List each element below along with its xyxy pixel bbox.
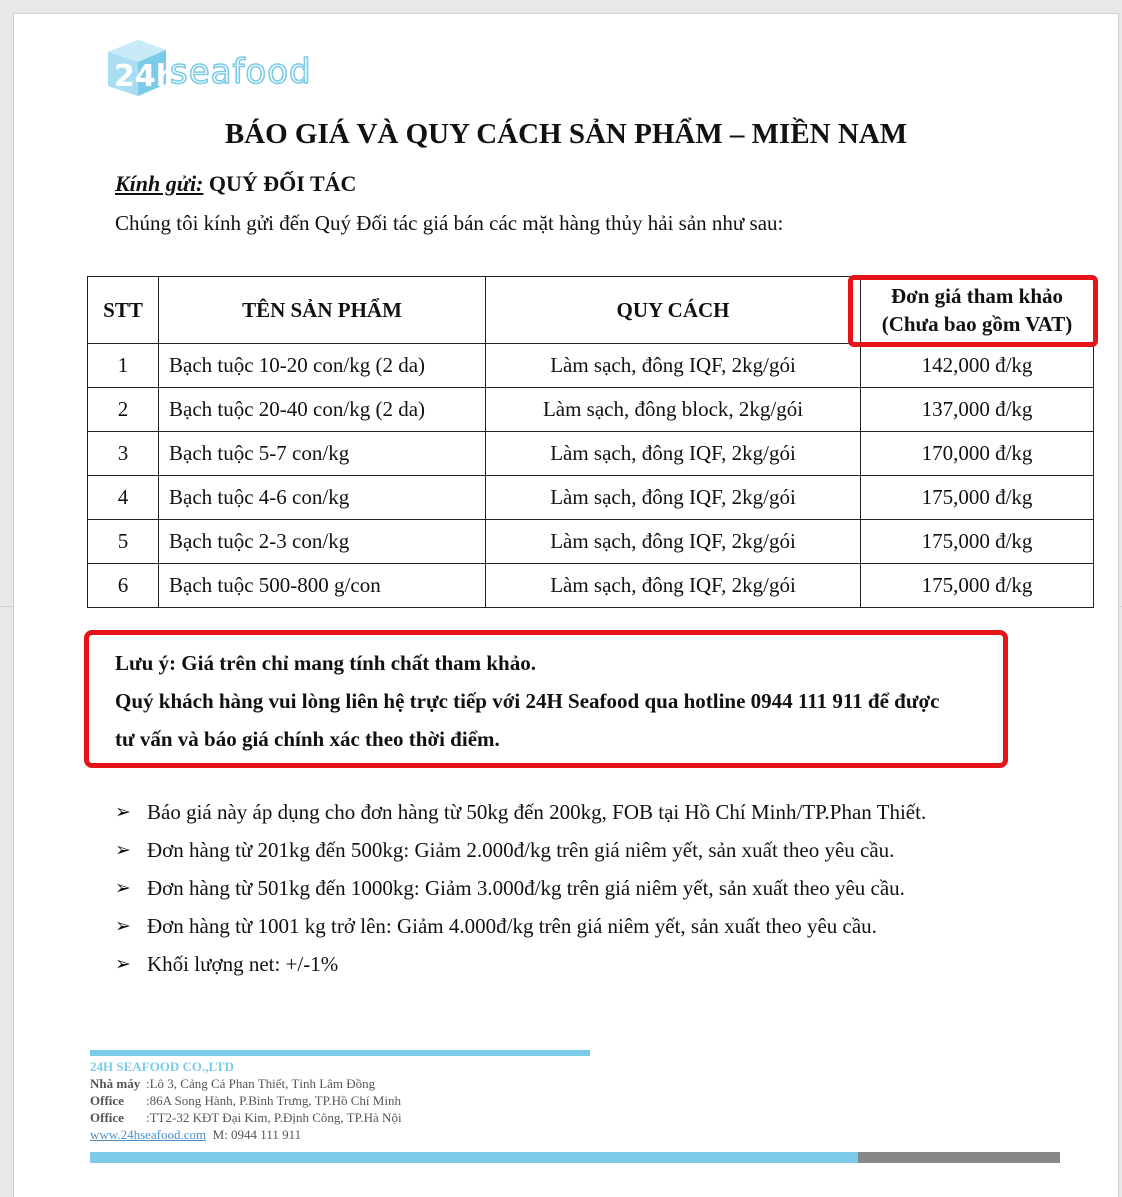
note-line-3: tư vấn và báo giá chính xác theo thời điểm.	[115, 727, 500, 751]
page-title: BÁO GIÁ VÀ QUY CÁCH SẢN PHẨM – MIỀN NAM	[224, 118, 908, 150]
footer-phone: M: 0944 111 911	[212, 1127, 302, 1142]
cell-price: 137,000 đ/kg	[861, 388, 1094, 432]
greeting	[115, 171, 356, 197]
list-item	[115, 837, 926, 875]
cell-price: 142,000 đ/kg	[861, 344, 1094, 388]
footer-office-1-value: :86A Song Hành, P.Bình Trưng, TP.Hồ Chí Minh	[146, 1093, 401, 1108]
table-row	[88, 564, 1094, 608]
sheet-edge-left	[0, 606, 14, 607]
cell-price: 170,000 đ/kg	[861, 432, 1094, 476]
cell-stt: 3	[88, 432, 159, 476]
header-price-line2: (Chưa bao gồm VAT)	[881, 312, 1073, 336]
header-price	[861, 277, 1094, 344]
company-logo	[104, 34, 344, 104]
footer-website-link[interactable]: www.24hseafood.com	[90, 1127, 207, 1142]
cell-stt: 1	[88, 344, 159, 388]
footer-divider	[90, 1050, 590, 1056]
note-line-2: Quý khách hàng vui lòng liên hệ trực tiếp với 24H Seafood qua hotline 0944 111 911 để được	[115, 689, 940, 713]
cell-spec: Làm sạch, đông IQF, 2kg/gói	[486, 520, 861, 564]
header-price-line1: Đơn giá tham khảo	[890, 284, 1064, 308]
footer-factory	[90, 1075, 402, 1092]
footer-office-2-value: :TT2-32 KĐT Đại Kim, P.Định Công, TP.Hà Nội	[146, 1110, 402, 1125]
cell-spec: Làm sạch, đông block, 2kg/gói	[486, 388, 861, 432]
footer-bottom-bar-gray	[858, 1152, 1060, 1163]
document-page	[14, 14, 1118, 1197]
footer-office-1-label: Office	[90, 1093, 124, 1108]
cell-price: 175,000 đ/kg	[861, 564, 1094, 608]
cell-name: Bạch tuộc 4-6 con/kg	[159, 476, 486, 520]
logo-mark-text: 24h	[114, 59, 174, 94]
table-row	[88, 344, 1094, 388]
list-item-text: Báo giá này áp dụng cho đơn hàng từ 50kg đến 200kg, FOB tại Hồ Chí Minh/TP.Phan Thiết.	[147, 800, 927, 824]
cell-name: Bạch tuộc 20-40 con/kg (2 da)	[159, 388, 486, 432]
list-item-text: Khối lượng net: +/-1%	[147, 952, 339, 976]
table-row	[88, 388, 1094, 432]
list-item	[115, 799, 926, 837]
cell-spec: Làm sạch, đông IQF, 2kg/gói	[486, 476, 861, 520]
cell-name: Bạch tuộc 10-20 con/kg (2 da)	[159, 344, 486, 388]
logo-wordmark: seafood	[170, 52, 312, 92]
footer-office-2	[90, 1109, 402, 1126]
arrow-bullet-icon: ➢	[115, 839, 131, 861]
footer-bottom-bar	[90, 1152, 858, 1163]
list-item	[115, 875, 926, 913]
note-box	[84, 630, 1008, 768]
arrow-bullet-icon: ➢	[115, 877, 131, 899]
arrow-bullet-icon: ➢	[115, 801, 131, 823]
header-spec: QUY CÁCH	[486, 277, 861, 344]
header-name: TÊN SẢN PHẨM	[159, 277, 486, 344]
cell-spec: Làm sạch, đông IQF, 2kg/gói	[486, 344, 861, 388]
list-item-text: Đơn hàng từ 201kg đến 500kg: Giảm 2.000đ/kg trên giá niêm yết, sản xuất theo yêu cầu.	[147, 838, 895, 862]
price-table	[87, 276, 1094, 608]
intro-text: Chúng tôi kính gửi đến Quý Đối tác giá bán các mặt hàng thủy hải sản như sau:	[115, 211, 784, 235]
cell-price: 175,000 đ/kg	[861, 520, 1094, 564]
footer-company: 24H SEAFOOD CO.,LTD	[90, 1059, 234, 1074]
cell-name: Bạch tuộc 500-800 g/con	[159, 564, 486, 608]
footer-factory-label: Nhà máy	[90, 1076, 141, 1091]
header-stt: STT	[88, 277, 159, 344]
footer-contact	[90, 1126, 402, 1143]
cell-name: Bạch tuộc 5-7 con/kg	[159, 432, 486, 476]
list-item-text: Đơn hàng từ 1001 kg trở lên: Giảm 4.000đ/kg trên giá niêm yết, sản xuất theo yêu cầu.	[147, 914, 877, 938]
table-row	[88, 520, 1094, 564]
cell-stt: 5	[88, 520, 159, 564]
cell-stt: 2	[88, 388, 159, 432]
footer	[90, 1058, 402, 1143]
cell-spec: Làm sạch, đông IQF, 2kg/gói	[486, 432, 861, 476]
cell-name: Bạch tuộc 2-3 con/kg	[159, 520, 486, 564]
arrow-bullet-icon: ➢	[115, 915, 131, 937]
cell-stt: 6	[88, 564, 159, 608]
table-header-row	[88, 277, 1094, 344]
note-line-1: Lưu ý: Giá trên chỉ mang tính chất tham khảo.	[115, 651, 536, 675]
footer-office-2-label: Office	[90, 1110, 124, 1125]
list-item-text: Đơn hàng từ 501kg đến 1000kg: Giảm 3.000đ/kg trên giá niêm yết, sản xuất theo yêu cầu.	[147, 876, 905, 900]
list-item	[115, 913, 926, 951]
terms-list	[115, 799, 926, 989]
logo-cube-icon	[104, 34, 174, 104]
footer-office-1	[90, 1092, 402, 1109]
footer-factory-value: :Lô 3, Cảng Cá Phan Thiết, Tỉnh Lâm Đồng	[146, 1076, 376, 1091]
greeting-lead: Kính gửi:	[115, 171, 204, 196]
table-row	[88, 432, 1094, 476]
cell-stt: 4	[88, 476, 159, 520]
greeting-recipient: QUÝ ĐỐI TÁC	[203, 171, 357, 196]
cell-spec: Làm sạch, đông IQF, 2kg/gói	[486, 564, 861, 608]
cell-price: 175,000 đ/kg	[861, 476, 1094, 520]
list-item	[115, 951, 926, 989]
table-row	[88, 476, 1094, 520]
arrow-bullet-icon: ➢	[115, 953, 131, 975]
